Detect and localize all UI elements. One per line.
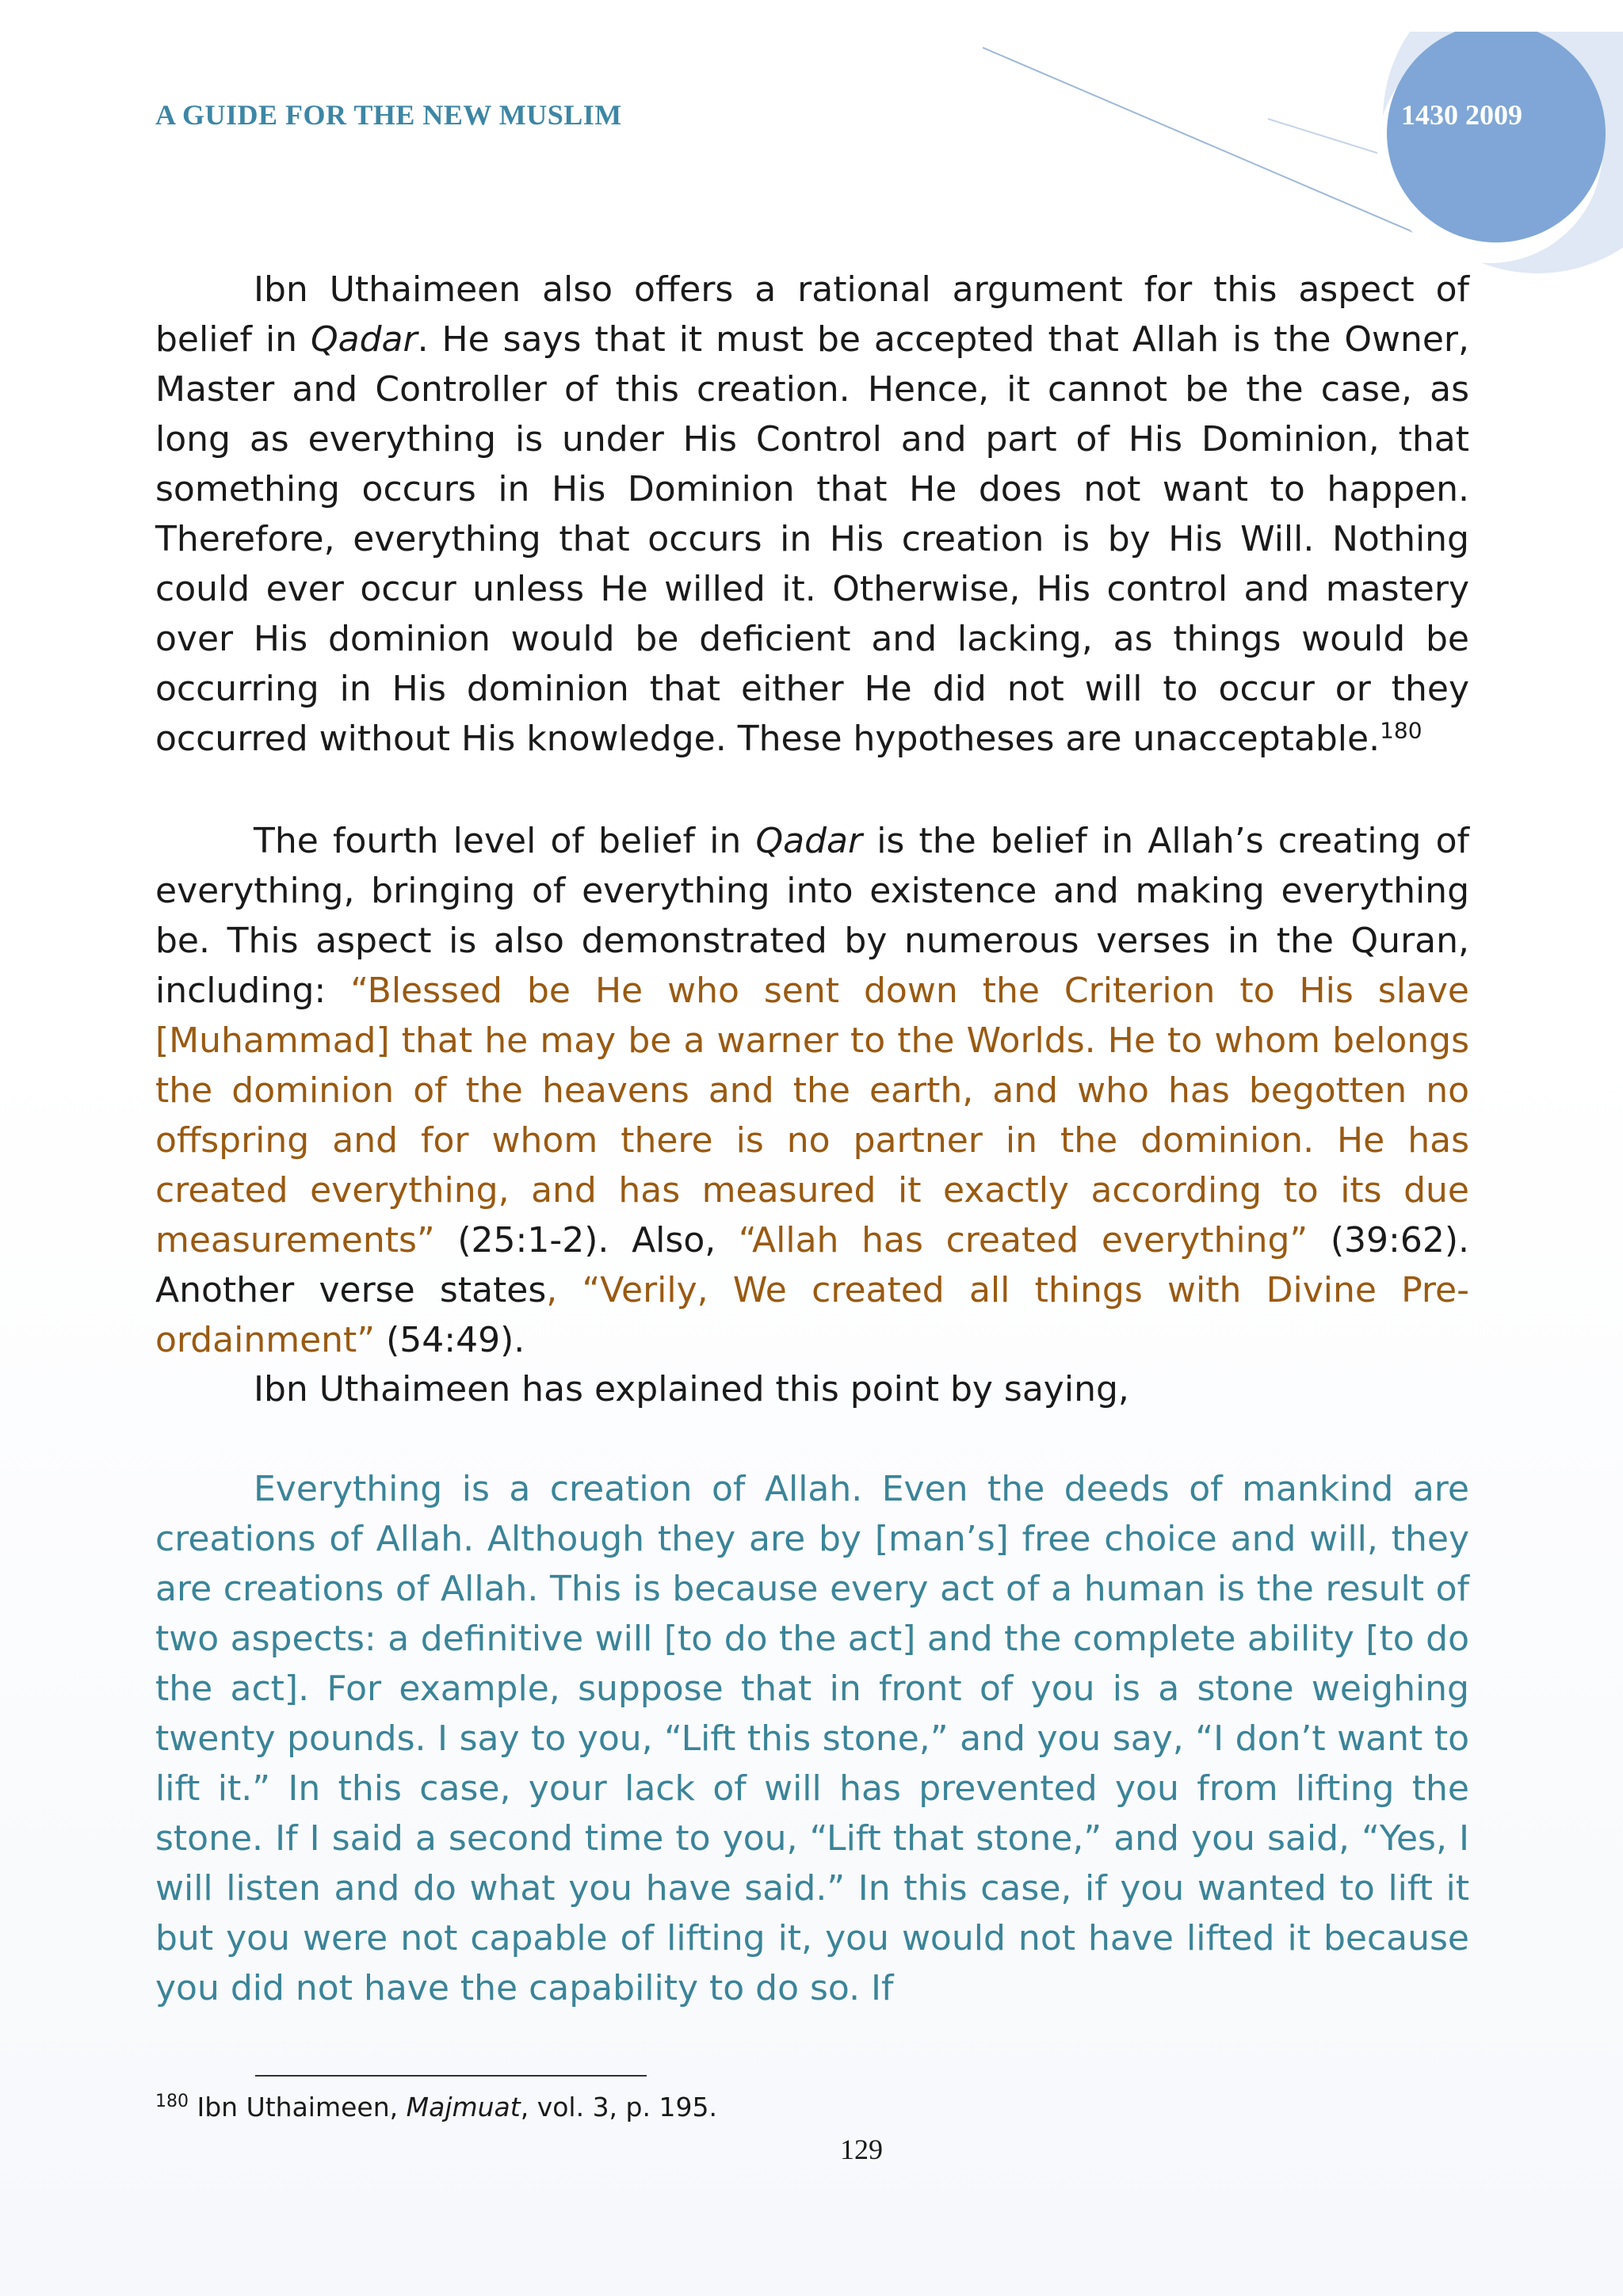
header-decoration: [983, 32, 1623, 285]
footnote: [155, 2092, 717, 2122]
decoration-line-1: [983, 48, 1426, 238]
footnote-number: 180: [155, 2092, 189, 2111]
footnote-text: , vol. 3, p. 195.: [520, 2092, 717, 2122]
verse-reference: (25:1-2). Also,: [434, 1220, 739, 1261]
verse-quote: , “Verily, We created all things with Divine Pre-ordainment”: [155, 1270, 1469, 1360]
paragraph-text: . He says that it must be accepted that Allah is the Owner, Master and Controller of this creation. Hence, it cannot be the case, as long as everything is under His Control and part of His Dominion, that something occurs in His Dominion that He does not want to happen. Therefore, everything that occurs in His creation is by His Will. Nothing could ever occur unless He willed it. Otherwise, His control and mastery over His dominion would be deficient and lacking, as things would be occurring in His dominion that either He did not will to occur or they occurred without His knowledge. These hypotheses are unacceptable.: [155, 319, 1469, 759]
italic-term: Qadar: [755, 821, 863, 861]
footnote-reference[interactable]: 180: [1380, 717, 1423, 744]
italic-term: Qadar: [311, 319, 418, 360]
footnote-separator: [255, 2075, 647, 2077]
paragraph-explanation-intro: Ibn Uthaimeen has explained this point by saying,: [254, 1369, 1129, 1409]
paragraph-text: The fourth level of belief in: [254, 821, 756, 861]
running-header: A GUIDE FOR THE NEW MUSLIM: [155, 99, 622, 131]
paragraph-text: Ibn Uthaimeen also offers a rational argument for this aspect of belief in: [155, 269, 1469, 360]
paragraph-text: is the belief in Allah’s creating of everything, bringing of everything into existence and making everything be. This aspect is also demonstrated by numerous verses in the Quran, including:: [155, 821, 1469, 1011]
footnote-work-title: Majmuat: [406, 2092, 521, 2122]
footnote-text: Ibn Uthaimeen,: [189, 2092, 407, 2122]
decoration-circle-inner: [1387, 32, 1606, 242]
verse-reference: (54:49).: [375, 1320, 525, 1360]
paragraph-rational-argument: [155, 265, 1469, 764]
verse-quote: “Blessed be He who sent down the Criterion to His slave [Muhammad] that he may be a warner to the Worlds. He to whom belongs the dominion of the heavens and the earth, and who has begotten no offspring and for whom there is no partner in the dominion. He has created everything, and has measured it exactly according to its due measurements”: [155, 971, 1469, 1261]
verse-quote: “Allah has created everything”: [738, 1220, 1308, 1261]
year-label: 1430 2009: [1401, 99, 1522, 131]
verse-reference: (39:62). Another verse states: [155, 1220, 1470, 1310]
page-number: 129: [840, 2134, 883, 2165]
paragraph-fourth-level: [155, 816, 1469, 1365]
block-quote: Everything is a creation of Allah. Even the deeds of mankind are creations of Allah. Although they are by [man’s] free choice and will, they are creations of Allah. This is because every act of a human is the result of two aspects: a definitive will [to do the act] and the complete ability [to do the act]. For example, suppose that in front of you is a stone weighing twenty pounds. I say to you, “Lift this stone,” and you say, “I don’t want to lift it.” In this case, your lack of will has prevented you from lifting the stone. If I said a second time to you, “Lift that stone,” and you said, “Yes, I will listen and do what you have said.” In this case, if you wanted to lift it but you were not capable of lifting it, you would not have lifted it because you did not have the capability to do so. If: [155, 1469, 1469, 2008]
